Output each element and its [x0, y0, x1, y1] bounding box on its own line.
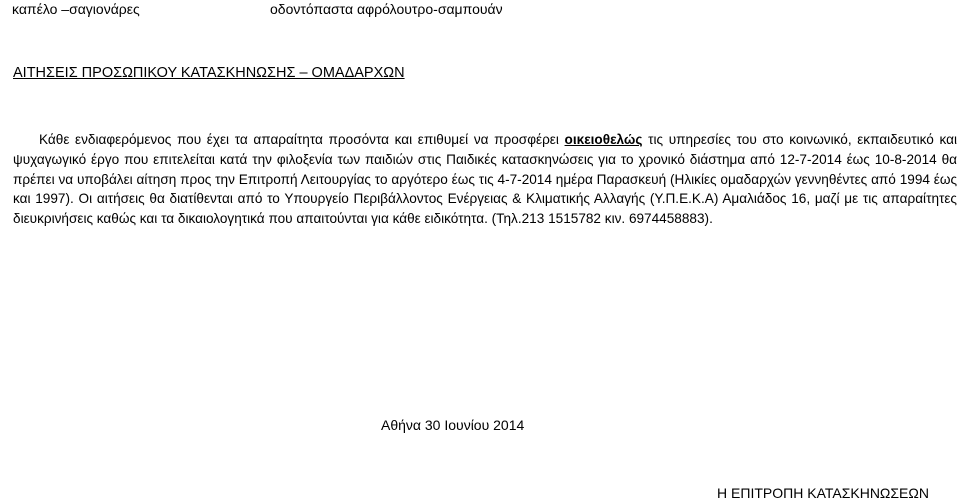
paragraph-text-start: Κάθε ενδιαφερόμενος που έχει τα απαραίτητα προσόντα και επιθυμεί να προσφέρει	[39, 132, 565, 147]
signature-line: Η ΕΠΙΤΡΟΠΗ ΚΑΤΑΣΚΗΝΩΣΕΩΝ	[717, 485, 929, 501]
paragraph-emphasis: οικειοθελώς	[564, 132, 643, 147]
announcement-paragraph	[13, 130, 957, 229]
items-list-line	[0, 0, 960, 18]
date-line: Αθήνα 30 Ιουνίου 2014	[381, 417, 525, 433]
items-list-left: καπέλο –σαγιονάρες	[12, 1, 140, 17]
items-list-right: οδοντόπαστα αφρόλουτρο-σαμπουάν	[270, 1, 503, 17]
section-heading: ΑΙΤΗΣΕΙΣ ΠΡΟΣΩΠΙΚΟΥ ΚΑΤΑΣΚΗΝΩΣΗΣ – ΟΜΑΔΑΡΧΩΝ	[13, 65, 405, 81]
paragraph-text-rest: τις υπηρεσίες του στο κοινωνικό, εκπαιδευτικό και ψυχαγωγικό έργο που επιτελείται κατά την φιλοξενία των παιδιών στις Παιδικές κατασκηνώσεις για το χρονικό διάστημα από 12-7-2014 έως 10-8-2014 θα πρέπει να υποβάλει αίτηση προς την Επιτροπή Λειτουργίας το αργότερο έως τις 4-7-2014 ημέρα Παρασκευή (Ηλικίες ομαδαρχών γεννηθέντες από 1994 έως και 1997). Οι αιτήσεις θα διατίθενται από το Υπουργείο Περιβάλλοντος Ενέργειας & Κλιματικής Αλλαγής (Υ.Π.Ε.Κ.Α) Αμαλιάδος 16, μαζί με τις απαραίτητες διευκρινήσεις καθώς και τα δικαιολογητικά που απαιτούνται για κάθε ειδικότητα. (Τηλ.213 1515782 κιν. 6974458883).	[13, 132, 957, 227]
